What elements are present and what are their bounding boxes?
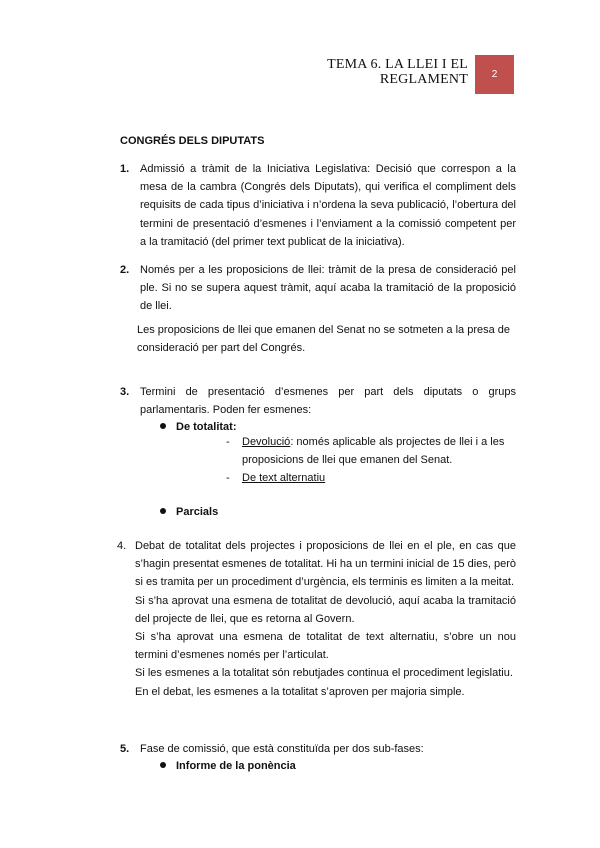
dash-mark-icon: - (226, 436, 230, 448)
section-heading: CONGRÉS DELS DIPUTATS (120, 135, 265, 147)
dash-text-devolucio: : només aplicable als projectes de llei i a les proposicions de llei que emanen del Senat. (242, 436, 505, 467)
list-item-number: 5. (120, 743, 130, 755)
dash-item-devolucio (226, 433, 516, 469)
list-item-number: 4. (117, 540, 127, 552)
list-item-4 (117, 537, 516, 701)
list-item-text: Admissió a tràmit de la Iniciativa Legislativa: Decisió que correspon a la mesa de la cambra (Congrés dels Diputats), qui verifica el compliment dels requisits de cada tipus d’iniciativa i n’ordena la seva publicació, l’obertura del termini de presentació d’esmenes i l’enviament a la comissió competent per a la tramitació (del primer text publicat de la iniciativa). (140, 163, 516, 248)
list-item-text: Termini de presentació d’esmenes per part dels diputats o grups parlamentaris. Poden fer esmenes: (140, 386, 516, 417)
list-item-3 (120, 383, 516, 419)
dash-mark-icon: - (226, 472, 230, 484)
paragraph: Si s’ha aprovat una esmena de totalitat de devolució, aquí acaba la tramitació del projecte de llei, que es retorna al Govern. (135, 594, 516, 625)
bullet-parcials (160, 503, 218, 521)
senate-note: Les proposicions de llei que emanen del Senat no se sotmeten a la presa de consideració per part del Congrés. (137, 324, 511, 355)
list-item-5 (120, 740, 516, 758)
bullet-dot-icon (160, 762, 166, 768)
dash-label-devolucio: Devolució (242, 436, 291, 448)
list-item-paragraphs (135, 537, 516, 701)
header-title-line-2: REGLAMENT (379, 72, 468, 87)
dash-item-text-alternatiu (226, 469, 516, 487)
bullet-dot-icon (160, 423, 166, 429)
paragraph: En el debat, les esmenes a la totalitat s’aproven per majoria simple. (135, 685, 465, 698)
list-item-text: Només per a les proposicions de llei: tràmit de la presa de consideració pel ple. Si no se supera aquest tràmit, aquí acaba la tramitació de la proposició de llei. (140, 264, 516, 313)
paragraph: Si s’ha aprovat una esmena de totalitat de text alternatiu, s’obre un nou termini d’esmenes només per l’articulat. (135, 631, 516, 662)
list-item-number: 2. (120, 264, 130, 276)
page-number: 2 (491, 69, 498, 80)
paragraph: Si les esmenes a la totalitat són rebutjades continua el procediment legislatiu. (135, 667, 513, 680)
bullet-informe-ponencia (160, 757, 296, 775)
document-header-title (300, 57, 468, 87)
list-item-number: 3. (120, 386, 130, 398)
page-number-badge (475, 55, 514, 94)
bullet-label: De totalitat: (176, 421, 237, 433)
header-title-line-1: TEMA 6. LA LLEI I EL (327, 57, 468, 72)
bullet-label: Parcials (176, 506, 219, 518)
dash-label-text-alternatiu: De text alternatiu (242, 472, 326, 484)
list-item-text: Fase de comissió, que està constituïda per dos sub-fases: (140, 743, 424, 755)
bullet-label: Informe de la ponència (176, 760, 296, 772)
list-item-1 (120, 160, 516, 251)
paragraph: Debat de totalitat dels projectes i proposicions de llei en el ple, en cas que s’hagin presentat esmenes de totalitat. Hi ha un termini inicial de 15 dies, però si es tramita per un procediment d’urgència, els terminis es limiten a la meitat. (135, 540, 516, 589)
bullet-dot-icon (160, 508, 166, 514)
list-item-2 (120, 261, 516, 316)
list-item-number: 1. (120, 163, 130, 175)
